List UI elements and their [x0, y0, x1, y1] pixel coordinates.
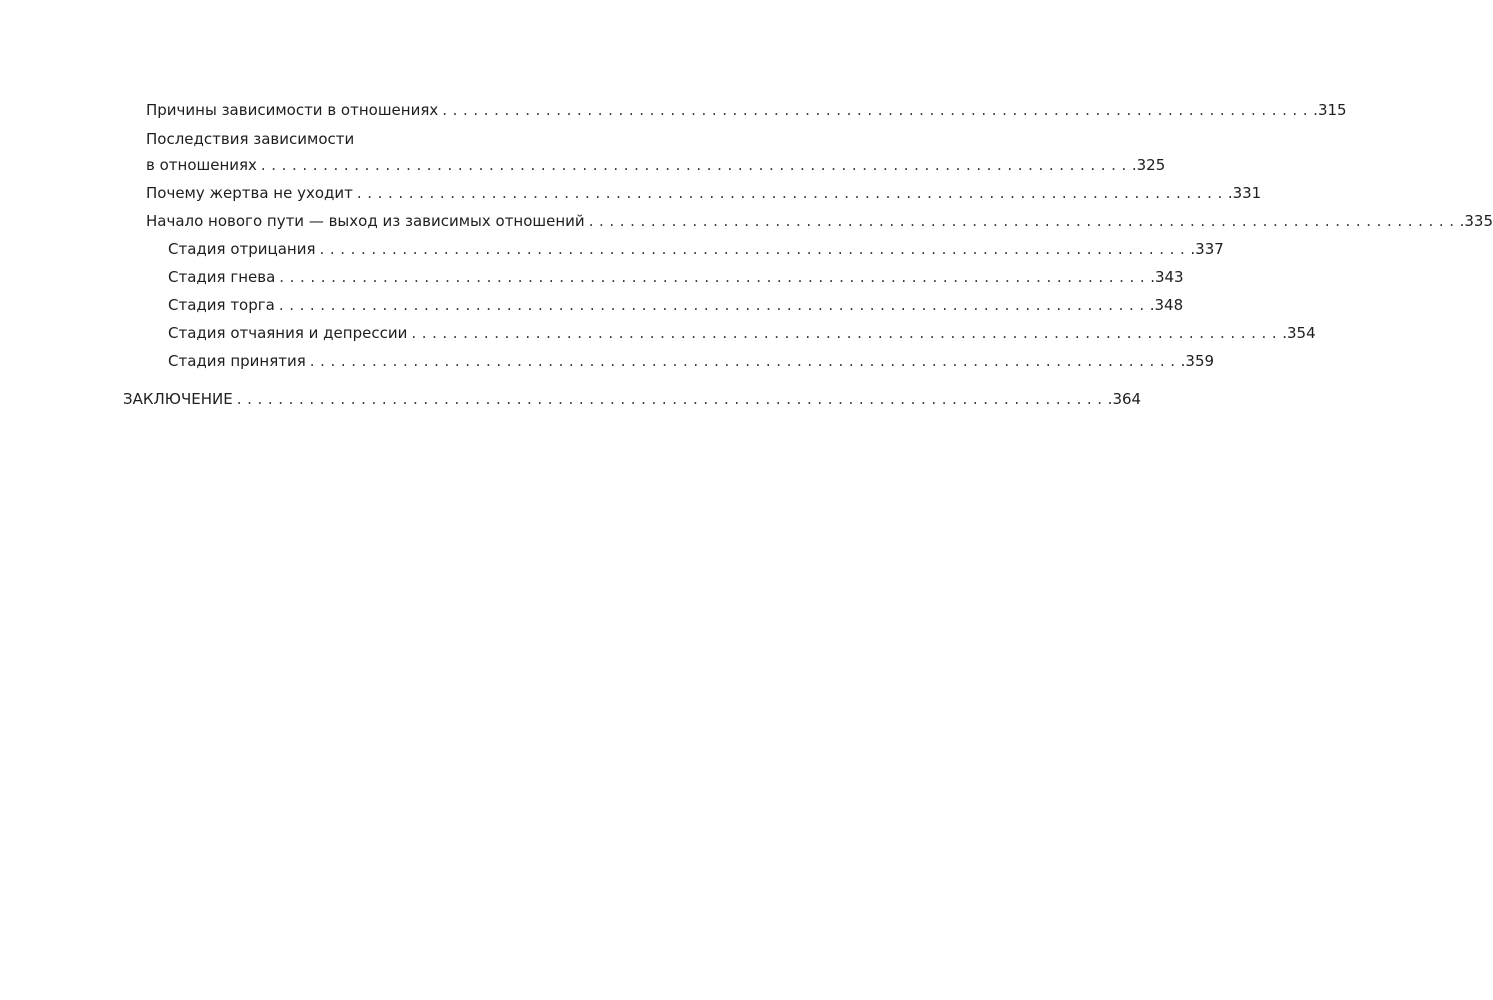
dot-leader: ....................................................................................: [279, 268, 1151, 286]
toc-entry-label: Причины зависимости в отношениях: [146, 101, 439, 119]
toc-page-number: .359: [1180, 352, 1215, 370]
toc-page-number: .348: [1149, 296, 1184, 314]
toc-entry-consequences[interactable]: [146, 152, 1166, 174]
toc-entry-label: Стадия принятия: [168, 352, 306, 370]
dot-leader: ....................................................................................: [411, 324, 1283, 342]
toc-entry-causes[interactable]: [146, 97, 1347, 119]
toc-page-number: .331: [1227, 184, 1262, 202]
toc-entry-label: Почему жертва не уходит: [146, 184, 353, 202]
toc-entry-denial[interactable]: [168, 236, 1224, 258]
toc-entry-label: ЗАКЛЮЧЕНИЕ: [123, 390, 233, 408]
toc-entry-bargaining[interactable]: [168, 292, 1184, 314]
toc-entry-anger[interactable]: [168, 264, 1184, 286]
dot-leader: ....................................................................................: [588, 212, 1460, 230]
toc-entry-label: Начало нового пути — выход из зависимых отношений: [146, 212, 585, 230]
toc-entry-label: Стадия отрицания: [168, 240, 316, 258]
toc-page-number: .364: [1107, 390, 1142, 408]
dot-leader: ....................................................................................: [236, 390, 1108, 408]
toc-entry-why-victim-stays[interactable]: [146, 180, 1262, 202]
toc-page-number: .343: [1150, 268, 1184, 286]
toc-entry-label: Стадия торга: [168, 296, 275, 314]
toc-entry-conclusion[interactable]: [123, 386, 1142, 408]
toc-entry-acceptance[interactable]: [168, 348, 1215, 370]
toc-entry-label: Стадия отчаяния и депрессии: [168, 324, 408, 342]
toc-page-number: .335: [1459, 212, 1493, 230]
toc-page-number: .354: [1282, 324, 1316, 342]
dot-leader: ....................................................................................: [442, 101, 1314, 119]
dot-leader: ....................................................................................: [278, 296, 1150, 314]
toc-entry-new-path[interactable]: [146, 208, 1493, 230]
toc-page-number: .337: [1190, 240, 1224, 258]
toc-entry-label-line1: Последствия зависимости: [146, 130, 355, 148]
dot-leader: ....................................................................................: [356, 184, 1228, 202]
dot-leader: ....................................................................................: [319, 240, 1191, 258]
dot-leader: ....................................................................................: [309, 352, 1181, 370]
toc-page-number: .315: [1313, 101, 1347, 119]
dot-leader: ....................................................................................: [260, 156, 1132, 174]
toc-entry-despair[interactable]: [168, 320, 1316, 342]
toc-entry-label: в отношениях: [146, 156, 257, 174]
toc-page-number: .325: [1131, 156, 1166, 174]
toc-entry-label: Стадия гнева: [168, 268, 276, 286]
